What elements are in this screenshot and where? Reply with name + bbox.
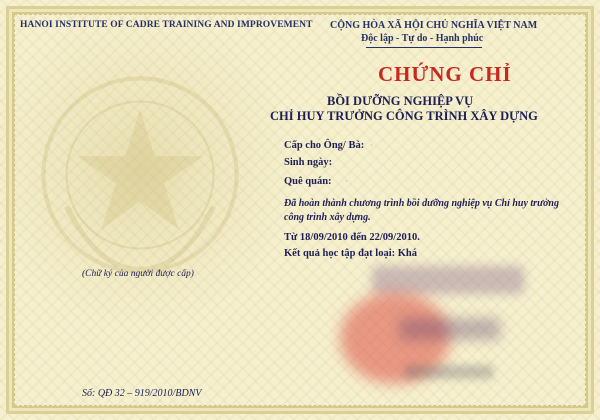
hometown-label: Quê quán: (284, 176, 332, 187)
dob-label: Sinh ngày: (284, 157, 333, 168)
certificate-subtitle-1: BỒI DƯỠNG NGHIỆP VỤ (327, 94, 474, 108)
certificate-number: Số: QĐ 32 – 919/2010/BDNV (82, 388, 202, 399)
national-motto: Độc lập - Tự do - Hạnh phúc (361, 33, 484, 44)
republic-name: CỘNG HÒA XÃ HỘI CHỦ NGHĨA VIỆT NAM (330, 20, 538, 31)
holder-signature-caption: (Chữ ký của người được cấp) (82, 269, 194, 279)
institution-name: HANOI INSTITUTE OF CADRE TRAINING AND IMPROVEMENT (20, 20, 313, 30)
blurred-signature (400, 318, 500, 340)
issued-to-label: Cấp cho Ông/ Bà: (284, 140, 365, 151)
completion-statement: Đã hoàn thành chương trình bồi dưỡng nghiệp vụ Chỉ huy trưởng công trình xây dựng. (284, 198, 559, 223)
certificate-subtitle-2: CHỈ HUY TRƯỞNG CÔNG TRÌNH XÂY DỰNG (270, 109, 538, 123)
redacted-mark: · (345, 177, 348, 186)
blurred-signer-name (405, 365, 493, 379)
certificate-title: CHỨNG CHỈ (378, 62, 512, 86)
watermark-emblem-icon (35, 70, 245, 280)
blurred-signer-title (372, 266, 524, 294)
course-result: Kết quả học tập đạt loại: Khá (284, 248, 418, 259)
course-dates: Từ 18/09/2010 đến 22/09/2010. (284, 232, 420, 243)
motto-underline (366, 47, 482, 48)
redacted-mark: · (370, 141, 373, 150)
